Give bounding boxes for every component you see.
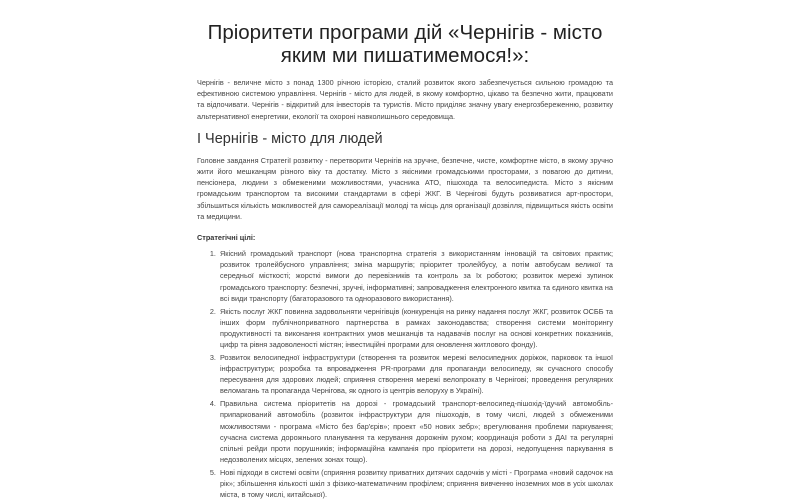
goal-item: 2. Якість послуг ЖКГ повинна задовольняти чернігівців (конкуренція на ринку надання послуг ЖКГ, розвиток ОСББ та інших форм публічноприватного партнерства в рамках законодавства; створення системи моніторингу продуктивності та виконання контрактних умов мешканців та надавачів послуг на основі конкретних показників, цифр та рівня задоволеності містян; інвестиційні програми для оновлення житлового фонду). <box>218 306 613 351</box>
goals-list <box>197 248 613 500</box>
section-paragraph: Головне завдання Стратегії розвитку - перетворити Чернігів на зручне, безпечне, чисте, комфортне місто, в якому зручно жити його мешканцям різного віку та достатку. Місто з якісними громадськими просторами, з повагою до дитини, пенсіонера, людини з обмеженими можливостями, учасника АТО, пішохода та велосипедиста. Місто з якісним громадським транспортом та високими стандартами в сфері ЖКГ. В Чернігові будуть розвиватися арт-простори, збільшиться кількість можливостей для самореалізації молоді та місць для організації дозвілля, підвищиться якість освіти та медицини. <box>197 155 613 221</box>
goal-item: 1. Якісний громадський транспорт (нова транспортна стратегія з використанням інновацій та світових практик; розвиток тролейбусного управління; зміна маршрутів; пріоритет тролейбусу, а потім автобусам великої та середньої місткості; жорсткі вимоги до перевізників та контроль за їх роботою; розвиток мережі зупинок громадського транспорту: безпечні, зручні, інформативні; запровадження електронного квитка та єдиного квитка на всі види транспорту (багаторазового та одноразового використання). <box>218 248 613 304</box>
goal-item: 4. Правильна система пріоритетів на дорозі - громадський транспорт-велосипед-пішохід-їдучий автомобіль-припаркований автомобіль (розвиток інфраструктури для пішоходів, в тому числі, людей з обмеженими можливостями - програма «Місто без бар'єрів»; проект «50 нових зебр»; врегулювання проблеми паркування; сучасна система дорожнього планування та керування дорожнім рухом; координація роботи з ДАІ та регулярні спільні рейди проти порушників; інформаційна кампанія про пріоритети на дорозі, недопущення паркування в недозволених місцях, зелених зонах тощо). <box>218 398 613 465</box>
goal-item: 5. Нові підходи в системі освіти (сприяння розвитку приватних дитячих садочків у місті - Програма «новий садочок на рік»; збільшення кількості шкіл з фізико-математичним профілем; сприяння вивченню іноземних мов в усіх школах міста, в тому числі, китайської). <box>218 467 613 501</box>
section-heading: І Чернігів - місто для людей <box>197 130 383 147</box>
goal-item: 3. Розвиток велосипедної інфраструктури (створення та розвиток мережі велосипедних доріжок, парковок та іншої інфраструктури; розробка та впровадження PR-програми для пропаганди велосипеду, як сучасного способу пересування для здорових людей; сприяння створення мережі велопрокату в Чернігові; проведення регулярних веломагань та пропаганда Чернігова, як одного із центрів велоруху в Україні). <box>218 352 613 397</box>
article <box>197 0 613 502</box>
intro-paragraph: Чернігів - величне місто з понад 1300 річною історією, сталий розвиток якого забезпечується сильною громадою та ефективною системою управління. Чернігів - місто для людей, в якому комфортно, цікаво та безпечно жити, працювати та відпочивати. Чернігів - відкритий для інвесторів та туристів. Місто приділяє значну увагу енергозбереженню, розвитку альтернативної енергетики, екології та охороні навколишнього середовища. <box>197 78 613 121</box>
page-title: Пріоритети програми дій «Чернігів - місто яким ми пишатимемося!»: <box>207 21 603 67</box>
goals-label: Стратегічні цілі: <box>197 233 256 243</box>
